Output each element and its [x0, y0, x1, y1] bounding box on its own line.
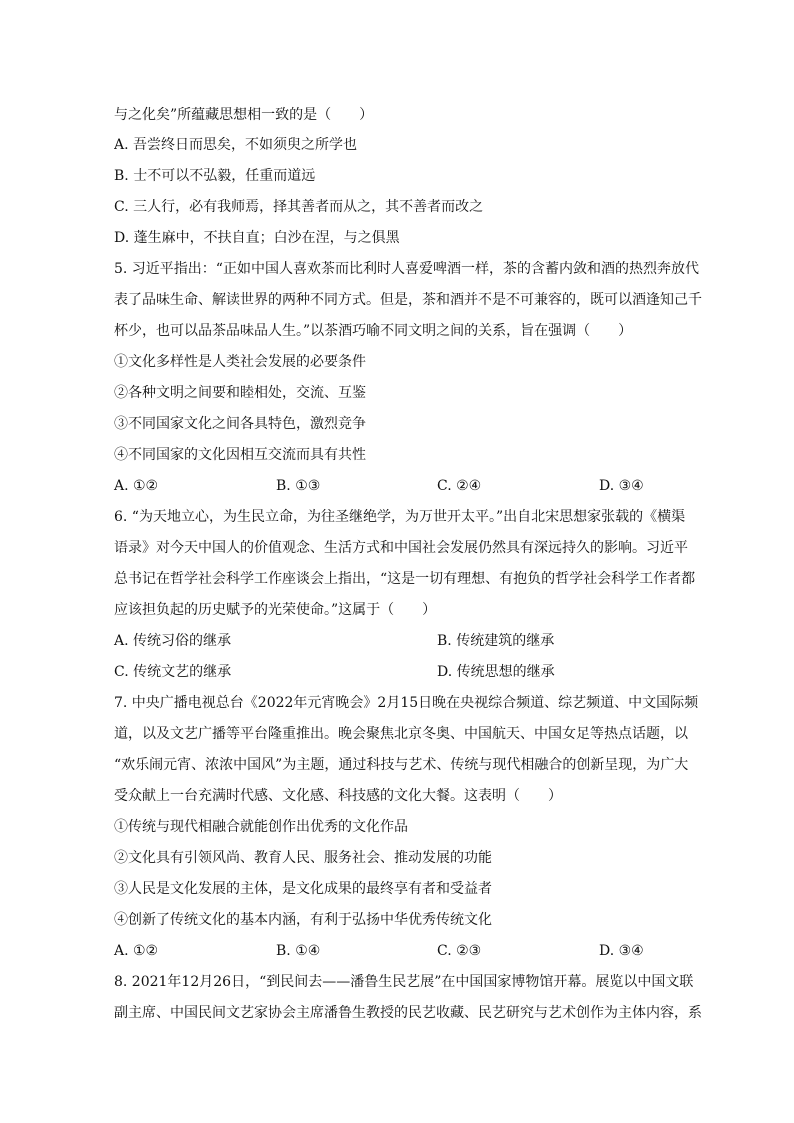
- q5-statement-3: ③不同国家文化之间各具特色，激烈竞争: [114, 416, 366, 432]
- q6-option-c: C. 传统文艺的继承: [114, 664, 232, 680]
- q4-stem-tail: 与之化矣”所蕴藏思想相一致的是（ ）: [114, 107, 374, 123]
- q8-stem-line-1: 8. 2021年12月26日，“到民间去——潘鲁生民艺展”在中国国家博物馆开幕。展览以中国文联: [114, 974, 694, 990]
- q4-option-a: A. 吾尝终日而思矣，不如须臾之所学也: [114, 137, 358, 153]
- q5-statement-4: ④不同国家的文化因相互交流而具有共性: [114, 447, 366, 463]
- q5-option-a: A. ①②: [114, 478, 159, 494]
- q6-option-a: A. 传统习俗的继承: [114, 633, 232, 649]
- q6-option-b: B. 传统建筑的继承: [437, 633, 555, 649]
- q8-stem-line-2: 副主席、中国民间文艺家协会主席潘鲁生教授的民艺收藏、民艺研究与艺术创作为主体内容，系: [114, 1005, 702, 1021]
- q5-stem-line-2: 表了品味生命、解读世界的两种不同方式。但是，茶和酒并不是不可兼容的，既可以酒逢知己千: [114, 292, 702, 308]
- q7-stem-line-1: 7. 中央广播电视总台《2022年元宵晚会》2月15日晚在央视综合频道、综艺频道、中文国际频: [114, 695, 699, 711]
- q5-option-c: C. ②④: [437, 478, 482, 494]
- q6-stem-line-3: 总书记在哲学社会科学工作座谈会上指出，“这是一切有理想、有抱负的哲学社会科学工作者都: [114, 571, 696, 587]
- q5-stem-line-3: 杯少，也可以品茶品味品人生。”以茶酒巧喻不同文明之间的关系，旨在强调（ ）: [114, 323, 633, 339]
- q5-statement-1: ①文化多样性是人类社会发展的必要条件: [114, 354, 366, 370]
- q7-option-d: D. ③④: [599, 943, 644, 959]
- q7-statement-1: ①传统与现代相融合就能创作出优秀的文化作品: [114, 819, 408, 835]
- q5-option-b: B. ①③: [276, 478, 321, 494]
- q7-option-b: B. ①④: [276, 943, 321, 959]
- q6-stem-line-2: 语录》对今天中国人的价值观念、生活方式和中国社会发展仍然具有深远持久的影响。习近平: [114, 540, 688, 556]
- q4-option-b: B. 士不可以不弘毅，任重而道远: [114, 168, 316, 184]
- q4-option-d: D. 蓬生麻中，不扶自直；白沙在涅，与之俱黑: [114, 230, 400, 246]
- q7-option-a: A. ①②: [114, 943, 159, 959]
- q5-statement-2: ②各种文明之间要和睦相处，交流、互鉴: [114, 385, 366, 401]
- q7-statement-3: ③人民是文化发展的主体，是文化成果的最终享有者和受益者: [114, 881, 492, 897]
- q7-stem-line-2: 道，以及文艺广播等平台隆重推出。晚会聚焦北京冬奥、中国航天、中国女足等热点话题，以: [114, 726, 688, 742]
- q5-option-d: D. ③④: [599, 478, 644, 494]
- q4-option-c: C. 三人行，必有我师焉，择其善者而从之，其不善者而改之: [114, 199, 484, 215]
- q7-statement-4: ④创新了传统文化的基本内涵，有利于弘扬中华优秀传统文化: [114, 912, 492, 928]
- q7-option-c: C. ②③: [437, 943, 482, 959]
- q6-stem-line-4: 应该担负起的历史赋予的光荣使命。”这属于（ ）: [114, 602, 437, 618]
- q7-statement-2: ②文化具有引领风尚、教育人民、服务社会、推动发展的功能: [114, 850, 492, 866]
- q7-stem-line-4: 受众献上一台充满时代感、文化感、科技感的文化大餐。这表明（ ）: [114, 788, 562, 804]
- q6-stem-line-1: 6. “为天地立心，为生民立命，为往圣继绝学，为万世开太平。”出自北宋思想家张载的《横渠: [114, 509, 686, 525]
- q7-stem-line-3: “欢乐闹元宵、浓浓中国风”为主题，通过科技与艺术、传统与现代相融合的创新呈现，为广大: [114, 757, 689, 773]
- q5-stem-line-1: 5. 习近平指出：“正如中国人喜欢茶而比利时人喜爱啤酒一样，茶的含蓄内敛和酒的热烈奔放代: [114, 261, 699, 277]
- q6-option-d: D. 传统思想的继承: [437, 664, 555, 680]
